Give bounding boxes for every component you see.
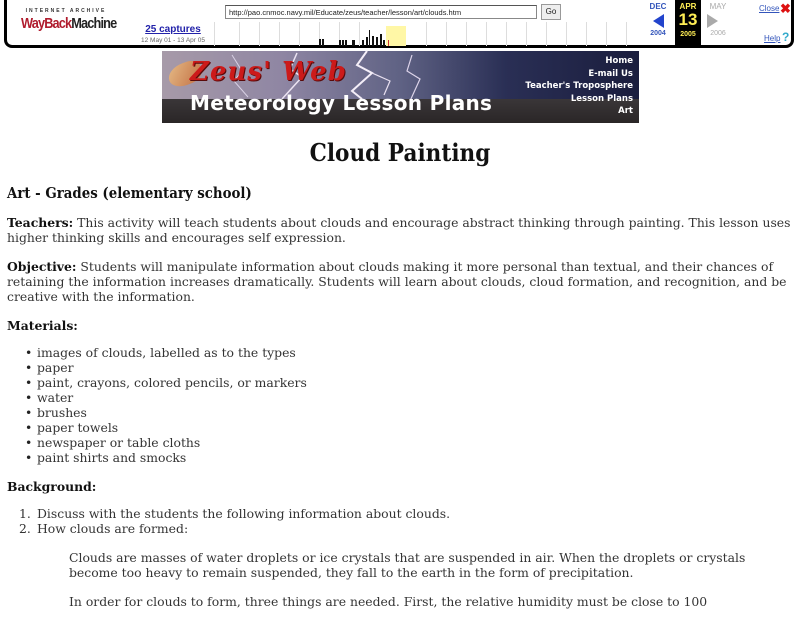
list-item xyxy=(19,506,793,521)
sparkline-bar xyxy=(319,39,321,46)
sparkline-bar xyxy=(352,40,355,46)
sparkline-bar xyxy=(369,30,370,46)
prev-arrow-icon[interactable] xyxy=(653,14,664,28)
objective-text: Students will manipulate information about clouds making it more personal than textual, and their chances of retaining the information increases dramatically. Students will learn about clouds, cloud formation, and recognition, and be creative with the information. xyxy=(7,259,787,304)
zeus-web-brand: Zeus' Web xyxy=(190,57,347,87)
close-x-icon[interactable]: ✖ xyxy=(780,1,791,16)
sparkline-year-tick xyxy=(359,22,360,46)
nav-teachers-troposphere[interactable]: Teacher's Troposphere xyxy=(525,81,633,91)
background-heading: Background: xyxy=(7,479,97,494)
sparkline-year-tick xyxy=(546,22,547,46)
list-item: • brushes xyxy=(37,405,793,420)
url-input[interactable] xyxy=(225,5,537,19)
calendar-next xyxy=(701,0,735,46)
teachers-text: This activity will teach students about clouds and encourage abstract thinking through painting. This lesson uses higher thinking skills and encourages self expression. xyxy=(7,215,791,245)
prev-year[interactable]: 2004 xyxy=(650,30,666,37)
list-item: • paint, crayons, colored pencils, or markers xyxy=(37,375,793,390)
cloud-requirements-paragraph: In order for clouds to form, three things are needed. First, the relative humidity must be close to 100 xyxy=(69,594,708,609)
current-month: APR xyxy=(679,2,697,11)
help-link[interactable]: Help xyxy=(764,34,781,43)
step-number: 2. xyxy=(19,521,31,536)
site-banner xyxy=(162,51,639,123)
current-day: 13 xyxy=(678,10,698,29)
page-title: Cloud Painting xyxy=(309,138,491,167)
close-link[interactable]: Close xyxy=(759,4,780,13)
sparkline-bar xyxy=(380,34,382,46)
materials-heading: Materials: xyxy=(7,318,78,333)
calendar-current xyxy=(675,0,701,46)
materials-list xyxy=(37,345,793,465)
step-text: Discuss with the students the following information about clouds. xyxy=(37,506,451,521)
sparkline-year-tick xyxy=(239,22,240,46)
cloud-formation-paragraph: Clouds are masses of water droplets or ice crystals that are suspended in air. When the droplets or crystals become too heavy to remain suspended, they fall to the earth in the form of precipitation. xyxy=(69,550,746,580)
banner-title: Meteorology Lesson Plans xyxy=(190,91,493,115)
list-item xyxy=(19,521,793,536)
nav-email-us[interactable]: E-mail Us xyxy=(588,68,633,79)
list-item: • paper towels xyxy=(37,420,793,435)
objective-label: Objective: xyxy=(7,259,77,274)
sparkline-bar xyxy=(342,40,344,46)
wayback-toolbar xyxy=(4,0,794,48)
prev-month: DEC xyxy=(649,2,667,11)
calendar-prev[interactable] xyxy=(641,0,675,46)
sparkline-year-tick xyxy=(466,22,467,46)
nav-art[interactable]: Art xyxy=(618,106,633,116)
list-item: • paper xyxy=(37,360,793,375)
sparkline-bar xyxy=(372,36,374,46)
sparkline-year-tick xyxy=(486,22,487,46)
sparkline-bar xyxy=(322,39,324,46)
captures-link[interactable]: 25 captures xyxy=(145,24,201,35)
list-item: • images of clouds, labelled as to the types xyxy=(37,345,793,360)
list-item: • newspaper or table cloths xyxy=(37,435,793,450)
sparkline-bar xyxy=(345,40,347,46)
sparkline-bar xyxy=(376,37,378,46)
next-year: 2006 xyxy=(710,30,726,37)
capture-sparkline[interactable] xyxy=(212,22,642,46)
sparkline-year-tick xyxy=(426,22,427,46)
lesson-content xyxy=(7,186,793,623)
next-month: MAY xyxy=(709,2,727,11)
sparkline-year-tick xyxy=(506,22,507,46)
nav-home[interactable]: Home xyxy=(605,56,633,66)
step-number: 1. xyxy=(19,506,31,521)
sparkline-current-capture xyxy=(388,40,389,46)
sparkline-bar xyxy=(366,37,368,46)
logo-machine: Machine xyxy=(71,15,117,32)
sparkline-bar xyxy=(383,40,385,46)
captures-info xyxy=(135,24,211,44)
go-button[interactable]: Go xyxy=(541,4,561,20)
nav-lesson-plans[interactable]: Lesson Plans xyxy=(570,93,633,104)
lesson-subtitle: Art - Grades (elementary school) xyxy=(7,185,252,202)
wayback-logo[interactable] xyxy=(21,8,117,38)
logo-way: WayBack xyxy=(21,15,72,32)
step-text: How clouds are formed: xyxy=(37,521,189,536)
sparkline-year-tick xyxy=(526,22,527,46)
sparkline-current-year xyxy=(386,26,406,46)
next-arrow-icon xyxy=(707,14,718,28)
background-steps xyxy=(19,506,793,536)
sparkline-year-tick xyxy=(446,22,447,46)
teachers-label: Teachers: xyxy=(7,215,74,230)
sparkline-year-tick xyxy=(279,22,280,46)
capture-calendar xyxy=(641,0,751,46)
logo-wayback-machine-text xyxy=(21,15,117,32)
sparkline-year-tick xyxy=(299,22,300,46)
list-item: • water xyxy=(37,390,793,405)
teachers-paragraph xyxy=(7,215,793,245)
sparkline-year-tick xyxy=(214,22,215,46)
current-year: 2005 xyxy=(680,31,696,38)
sparkline-year-tick xyxy=(586,22,587,46)
help-question-icon[interactable]: ? xyxy=(782,30,790,44)
sparkline-year-tick xyxy=(606,22,607,46)
objective-paragraph xyxy=(7,259,793,304)
sparkline-year-tick xyxy=(259,22,260,46)
logo-internet-archive-text: INTERNET ARCHIVE xyxy=(25,8,107,14)
list-item: • paint shirts and smocks xyxy=(37,450,793,465)
sparkline-year-tick xyxy=(626,22,627,46)
captures-range: 12 May 01 - 13 Apr 05 xyxy=(141,37,205,44)
sparkline-bar xyxy=(339,40,341,46)
banner-nav xyxy=(525,55,633,118)
sparkline-year-tick xyxy=(566,22,567,46)
sparkline-bar xyxy=(362,40,364,46)
